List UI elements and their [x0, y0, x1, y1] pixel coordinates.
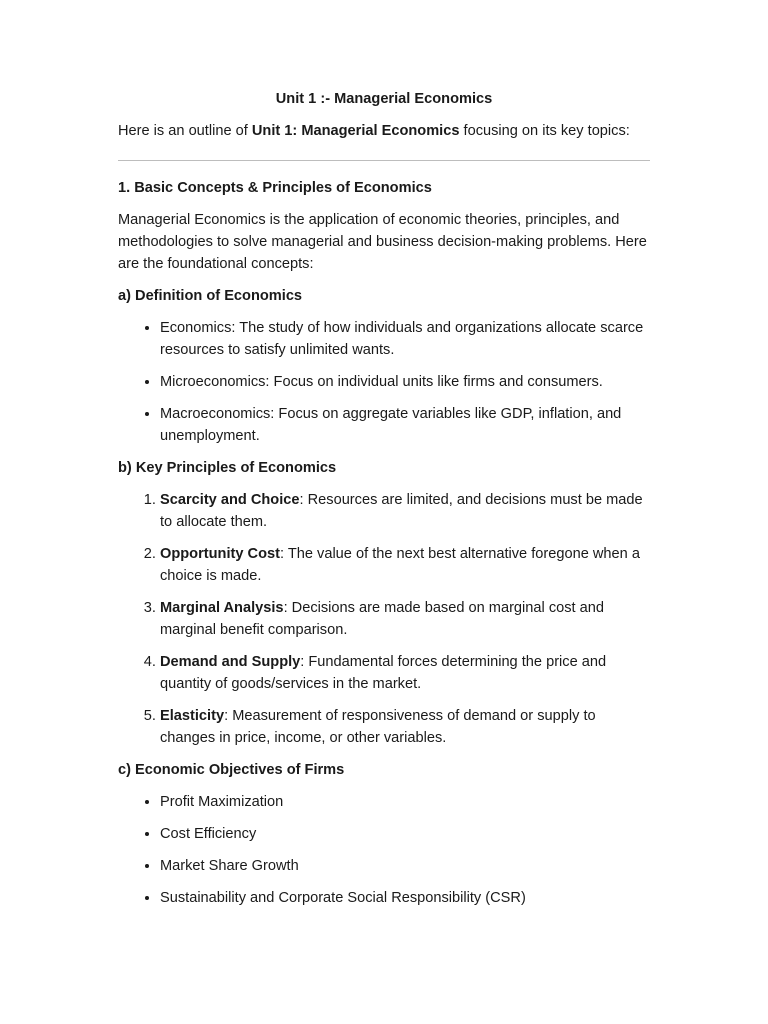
principle-text: : Resources are limited, and decisions must be made to allocate them.: [160, 492, 643, 530]
subsection-heading-c: c) Economic Objectives of Firms: [118, 762, 345, 778]
list-item: • Sustainability and Corporate Social Responsibility (CSR): [160, 887, 650, 909]
objectives-list: [118, 791, 650, 909]
subsection-heading-b: b) Key Principles of Economics: [118, 460, 337, 476]
intro-text-after: focusing on its key topics:: [459, 123, 630, 139]
definition-list: [118, 317, 650, 447]
list-item: [160, 597, 650, 641]
principle-term: Scarcity and Choice: [160, 492, 300, 508]
subsection-heading-a: a) Definition of Economics: [118, 288, 303, 304]
principles-list: [118, 489, 650, 749]
principle-text: : The value of the next best alternative foregone when a choice is made.: [160, 546, 640, 584]
principle-term: Elasticity: [160, 708, 225, 724]
list-item: • Cost Efficiency: [160, 823, 650, 845]
document-title: Unit 1 :- Managerial Economics: [275, 91, 493, 107]
list-item: • Microeconomics: Focus on individual units like firms and consumers.: [160, 371, 650, 393]
list-item: • Profit Maximization: [160, 791, 650, 813]
list-item: [160, 489, 650, 533]
list-item: • Macroeconomics: Focus on aggregate variables like GDP, inflation, and unemployment.: [160, 403, 650, 447]
list-item: [160, 543, 650, 587]
principle-term: Demand and Supply: [160, 654, 301, 670]
intro-text-bold: Unit 1: Managerial Economics: [251, 123, 460, 139]
list-item: [160, 651, 650, 695]
section-paragraph: Managerial Economics is the application of economic theories, principles, and methodologies to solve managerial and business decision-making problems. Here are the foundational concepts:: [118, 212, 647, 272]
list-item: • Economics: The study of how individuals and organizations allocate scarce resources to satisfy unlimited wants.: [160, 317, 650, 361]
section-heading: 1. Basic Concepts & Principles of Economics: [118, 180, 432, 196]
principle-term: Marginal Analysis: [160, 600, 284, 616]
list-item: • Market Share Growth: [160, 855, 650, 877]
horizontal-divider: [118, 160, 650, 161]
principle-text: : Fundamental forces determining the price and quantity of goods/services in the market.: [160, 654, 607, 692]
list-item: [160, 705, 650, 749]
principle-text: : Measurement of responsiveness of demand or supply to changes in price, income, or other variables.: [160, 708, 596, 746]
intro-paragraph: [118, 120, 650, 142]
intro-text-before: Here is an outline of: [118, 123, 252, 139]
principle-term: Opportunity Cost: [160, 546, 280, 562]
principle-text: : Decisions are made based on marginal cost and marginal benefit comparison.: [160, 600, 604, 638]
